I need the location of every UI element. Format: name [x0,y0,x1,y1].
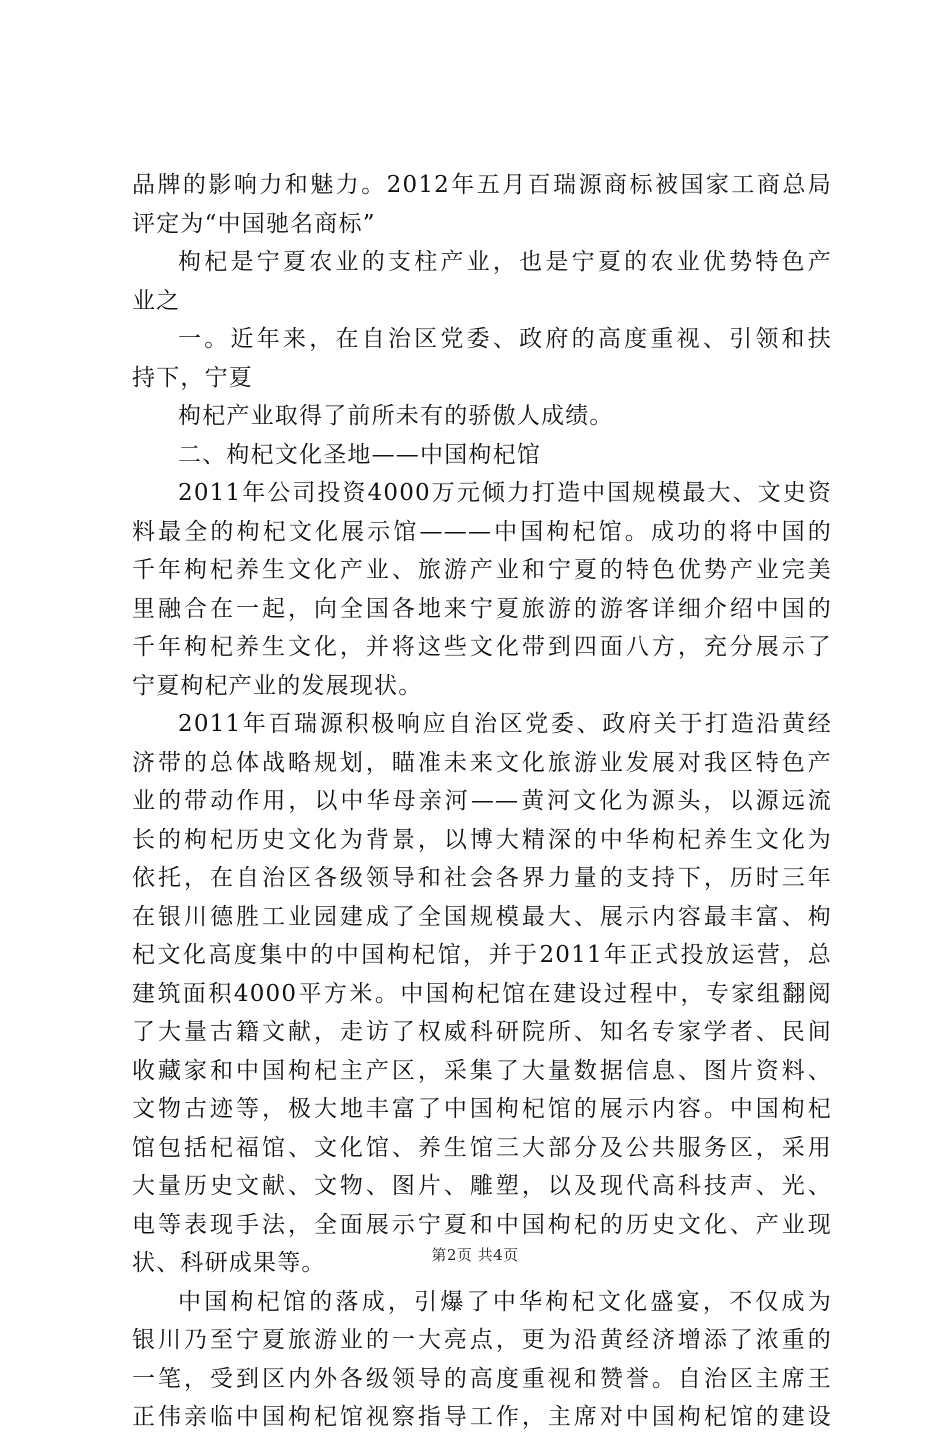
text-line: 了大量古籍文献，走访了权威科研院所、知名专家学者、民间 [132,1019,832,1045]
text-line: 馆包括杞福馆、文化馆、养生馆三大部分及公共服务区，采用 [132,1134,832,1161]
text-line: 银川乃至宁夏旅游业的一大亮点，更为沿黄经济增添了浓重的 [132,1327,832,1353]
text-line: 济带的总体战略规划，瞄准未来文化旅游业发展对我区特色产 [132,749,832,776]
text-line: 一。近年来，在自治区党委、政府的高度重视、引领和扶 [178,326,832,352]
text-line: 业的带动作用，以中华母亲河——黄河文化为源头，以源远流 [132,788,832,814]
text-line: 2011年公司投资4000万元倾力打造中国规模最大、文史资 [178,480,832,506]
text-line: 杞文化高度集中的中国枸杞馆，并于2011年正式投放运营，总 [132,942,832,968]
text-line: 千年枸杞养生文化，并将这些文化带到四面八方，充分展示了 [132,634,832,660]
text-line: 业之 [132,287,181,314]
text-line: 正伟亲临中国枸杞馆视察指导工作，主席对中国枸杞馆的建设 [132,1404,832,1430]
text-line: 电等表现手法，全面展示宁夏和中国枸杞的历史文化、产业现 [132,1211,832,1238]
text-line: 状、科研成果等。 [132,1250,326,1276]
text-line: 一笔，受到区内外各级领导的高度重视和赞誉。自治区主席王 [132,1365,832,1392]
text-line: 枸杞是宁夏农业的支柱产业，也是宁夏的农业优势特色产 [178,249,832,275]
text-line: 收藏家和中国枸杞主产区，采集了大量数据信息、图片资料、 [132,1057,832,1084]
text-line: 枸杞产业取得了前所未有的骄傲人成绩。 [178,403,614,429]
text-line: 文物古迹等，极大地丰富了中国枸杞馆的展示内容。中国枸杞 [132,1096,832,1122]
text-line: 评定为“中国驰名商标” [132,210,376,237]
text-line: 大量历史文献、文物、图片、雕塑，以及现代高科技声、光、 [132,1173,832,1199]
text-line: 品牌的影响力和魅力。2012年五月百瑞源商标被国家工商总局 [132,172,832,198]
text-line: 依托，在自治区各级领导和社会各界力量的支持下，历时三年 [132,865,832,891]
text-line: 宁夏枸杞产业的发展现状。 [132,672,423,699]
text-line: 在银川德胜工业园建成了全国规模最大、展示内容最丰富、枸 [132,903,832,930]
text-line: 2011年百瑞源积极响应自治区党委、政府关于打造沿黄经 [178,711,832,737]
text-line: 建筑面积4000平方米。中国枸杞馆在建设过程中，专家组翻阅 [132,980,832,1007]
text-line: 长的枸杞历史文化为背景，以博大精深的中华枸杞养生文化为 [132,826,832,853]
text-line: 里融合在一起，向全国各地来宁夏旅游的游客详细介绍中国的 [132,595,832,622]
text-line: 千年枸杞养生文化产业、旅游产业和宁夏的特色优势产业完美 [132,557,832,583]
text-line: 料最全的枸杞文化展示馆———中国枸杞馆。成功的将中国的 [132,518,832,545]
text-line: 中国枸杞馆的落成，引爆了中华枸杞文化盛宴，不仅成为 [178,1288,832,1315]
page-footer: 第2页 共4页 [431,1246,519,1264]
text-line: 二、枸杞文化圣地——中国枸杞馆 [178,441,541,468]
text-line: 持下，宁夏 [132,364,253,391]
